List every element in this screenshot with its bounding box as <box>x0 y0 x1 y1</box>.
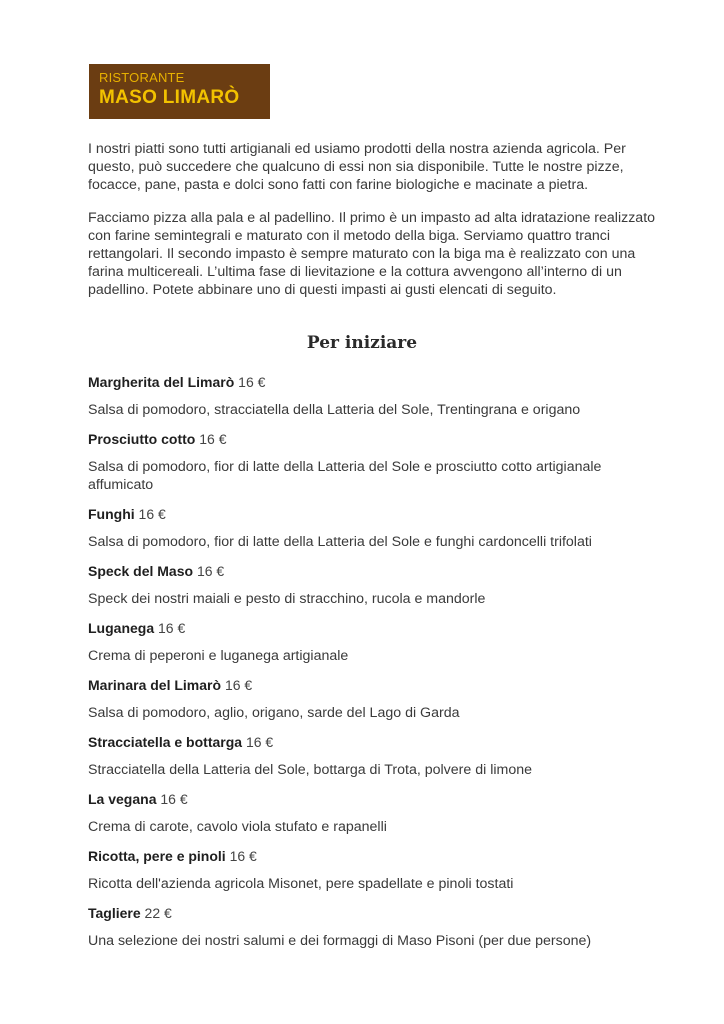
menu-item-name: Speck del Maso <box>88 563 194 579</box>
menu-item-price: 16 € <box>196 563 225 579</box>
menu-item-price: 16 € <box>138 506 166 522</box>
menu-item-header <box>88 733 668 751</box>
menu-item-name: La vegana <box>88 791 157 807</box>
menu-item-header <box>88 562 668 580</box>
menu-item-name: Funghi <box>88 506 135 522</box>
menu-item-name: Prosciutto cotto <box>88 431 196 447</box>
menu-item-description: Salsa di pomodoro, aglio, origano, sarde del Lago di Garda <box>88 705 460 721</box>
menu-item-price: 16 € <box>229 848 257 864</box>
menu-item-name: Tagliere <box>88 905 141 921</box>
menu-item-price: 16 € <box>199 431 227 447</box>
menu-item-header <box>88 430 668 448</box>
menu-item-header <box>88 676 668 694</box>
menu-item <box>88 676 668 722</box>
menu-item-description: Speck dei nostri maiali e pesto di stracchino, rucola e mandorle <box>88 591 486 607</box>
intro-paragraph-1: I nostri piatti sono tutti artigianali ed usiamo prodotti della nostra azienda agricola. Per questo, può succedere che qualcuno di essi non sia disponibile. Tutte le nostre pizze, focacce, pane, pasta e dolci sono fatti con farine biologiche e macinate a pietra. <box>88 141 626 193</box>
menu-item-description: Stracciatella della Latteria del Sole, bottarga di Trota, polvere di limone <box>88 762 533 778</box>
menu-item-price: 16 € <box>160 791 188 807</box>
menu-item <box>88 562 668 608</box>
intro-paragraph-2: Facciamo pizza alla pala e al padellino. Il primo è un impasto ad alta idratazione realizzato con farine semintegrali e maturato con il metodo della biga. Serviamo quattro tranci rettangolari. Il secondo impasto è sempre maturato con la biga ma è realizzato con una farina multicereali. L’ultima fase di lievitazione e la cottura avvengono all’interno di un padellino. Potete abbinare uno di questi impasti ai gusti elencati di seguito. <box>88 210 656 298</box>
menu-item-name: Ricotta, pere e pinoli <box>88 848 226 864</box>
restaurant-logo <box>89 64 270 119</box>
menu-item <box>88 505 668 551</box>
menu-item-price: 16 € <box>238 374 266 390</box>
menu-item-price: 16 € <box>224 677 253 693</box>
menu-item-header <box>88 619 668 637</box>
section-title: Per iniziare <box>306 333 418 353</box>
menu-item-description: Salsa di pomodoro, fior di latte della Latteria del Sole e prosciutto cotto artigianale affumicato <box>88 459 602 493</box>
logo-title: MASO LIMARÒ <box>99 87 240 108</box>
logo-subtitle: RISTORANTE <box>99 70 185 85</box>
menu-item-name: Luganega <box>88 620 155 636</box>
menu-item-description: Ricotta dell'azienda agricola Misonet, pere spadellate e pinoli tostati <box>88 876 514 892</box>
menu-item <box>88 847 668 893</box>
menu-item <box>88 904 668 950</box>
menu-item-description: Salsa di pomodoro, fior di latte della Latteria del Sole e funghi cardoncelli trifolati <box>88 534 592 550</box>
menu-item-description: Crema di carote, cavolo viola stufato e rapanelli <box>88 819 387 835</box>
menu-item-price: 22 € <box>144 905 172 921</box>
menu-item-header <box>88 847 668 865</box>
menu-item-name: Margherita del Limarò <box>88 374 235 390</box>
menu-item <box>88 733 668 779</box>
menu-item-price: 16 € <box>158 620 186 636</box>
menu-item-description: Crema di peperoni e luganega artigianale <box>88 648 349 664</box>
menu-item <box>88 373 668 419</box>
menu-item-header <box>88 373 668 391</box>
menu-item-name: Stracciatella e bottarga <box>88 734 243 750</box>
menu-item <box>88 790 668 836</box>
menu-item <box>88 430 668 494</box>
menu-item <box>88 619 668 665</box>
menu-item-header <box>88 904 668 922</box>
menu-item-name: Marinara del Limarò <box>88 677 222 693</box>
menu-item-header <box>88 790 668 808</box>
menu-item-header <box>88 505 668 523</box>
menu-item-description: Una selezione dei nostri salumi e dei formaggi di Maso Pisoni (per due persone) <box>88 933 592 949</box>
menu-item-price: 16 € <box>245 734 274 750</box>
menu-item-description: Salsa di pomodoro, stracciatella della Latteria del Sole, Trentingrana e origano <box>88 402 581 418</box>
